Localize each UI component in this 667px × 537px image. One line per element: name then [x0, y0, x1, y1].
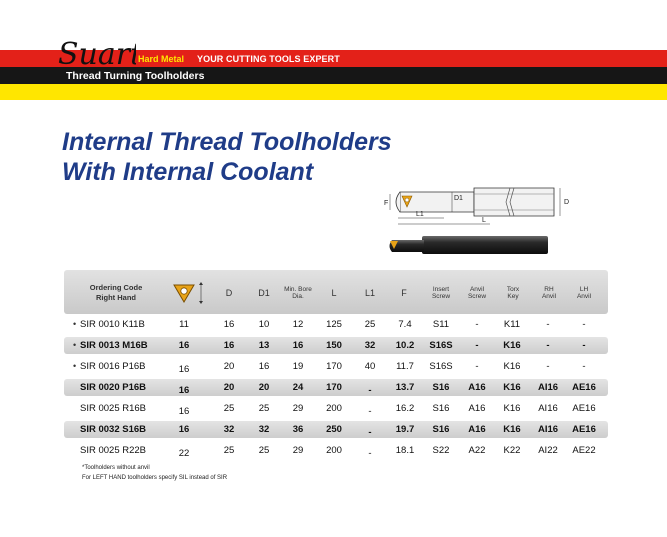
table-row	[64, 442, 608, 459]
no-anvil-marker: •	[73, 361, 77, 371]
cell-insert-size: 16	[178, 424, 190, 435]
cell-lh-anvil: AE16	[572, 403, 596, 414]
dim-label-d: D	[564, 199, 570, 206]
cell-anvil-screw: A16	[468, 424, 486, 435]
cell-d: 16	[223, 319, 235, 330]
cell-rh-anvil: AI16	[537, 424, 559, 435]
cell-l1: -	[368, 427, 372, 438]
cell-insert-screw: S16	[432, 424, 450, 435]
cell-rh-anvil: -	[546, 319, 550, 330]
cell-ordering-code: SIR 0020 P16B	[80, 382, 147, 393]
brand-tagline: YOUR CUTTING TOOLS EXPERT	[197, 54, 340, 64]
cell-d: 25	[223, 445, 235, 456]
col-header-min-bore-line2: Dia.	[292, 292, 304, 300]
col-header-lh-anvil-line2: Anvil	[576, 292, 592, 300]
cell-min-bore: 19	[292, 361, 304, 372]
table-row	[64, 379, 608, 396]
dim-label-d1: D1	[454, 195, 463, 202]
cell-min-bore: 24	[292, 382, 304, 393]
cell-l: 125	[326, 319, 342, 330]
cell-lh-anvil: AE16	[572, 424, 596, 435]
cell-anvil-screw: -	[475, 319, 479, 330]
col-header-lh-anvil	[569, 287, 599, 300]
cell-d1: 20	[258, 382, 270, 393]
cell-ordering-code: SIR 0016 P16B	[80, 361, 146, 372]
col-header-anvil-screw-line1: Anvil	[469, 286, 485, 293]
cell-torx-key: K16	[503, 424, 521, 435]
cell-torx-key: K16	[503, 382, 521, 393]
cell-ordering-code: SIR 0025 R16B	[80, 403, 147, 414]
cell-rh-anvil: -	[546, 340, 550, 351]
cell-insert-screw: S16	[432, 403, 450, 414]
cell-insert-size: 11	[179, 319, 189, 330]
col-header-rh-anvil-line1: RH	[544, 286, 554, 293]
cell-l1: -	[368, 448, 372, 459]
page-title-line2: With Internal Coolant	[62, 158, 314, 186]
cell-anvil-screw: A16	[468, 403, 486, 414]
col-header-insert-screw-line2: Screw	[431, 292, 451, 300]
cell-insert-screw: S11	[432, 319, 450, 330]
cell-d1: 25	[258, 445, 270, 456]
cell-ordering-code: SIR 0025 R22B	[80, 445, 147, 456]
cell-f: 16.2	[395, 403, 415, 414]
brand-logo	[56, 30, 136, 72]
table-row	[64, 337, 608, 354]
cell-f: 13.7	[395, 382, 415, 393]
dim-label-l1: L1	[416, 211, 424, 218]
cell-anvil-screw: A22	[468, 445, 486, 456]
cell-insert-size: 16	[178, 406, 190, 417]
col-header-insert-screw-line1: Insert	[432, 286, 450, 293]
cell-anvil-screw: A16	[468, 382, 486, 393]
cell-l: 170	[326, 382, 342, 393]
col-header-d: D	[225, 288, 233, 298]
toolholder-photo	[384, 232, 550, 260]
cell-l: 200	[326, 445, 342, 456]
insert-triangle-icon	[172, 282, 196, 304]
cell-l1: 40	[364, 361, 376, 372]
cell-l: 170	[326, 361, 342, 372]
col-header-anvil-screw-line2: Screw	[467, 292, 487, 300]
cell-rh-anvil: -	[546, 361, 550, 372]
cell-lh-anvil: AE22	[572, 445, 596, 456]
cell-l: 200	[326, 403, 342, 414]
cell-d1: 10	[258, 319, 270, 330]
cell-f: 11.7	[396, 361, 414, 372]
col-header-ordering-code	[84, 283, 148, 303]
cell-l: 250	[326, 424, 342, 435]
cell-l1: -	[368, 385, 372, 396]
cell-d1: 32	[258, 424, 270, 435]
col-header-rh-anvil	[534, 287, 564, 300]
page-title-line1: Internal Thread Toolholders	[62, 128, 392, 156]
toolholder-drawing	[378, 180, 588, 228]
col-header-f: F	[401, 288, 407, 298]
cell-d: 20	[223, 382, 235, 393]
cell-min-bore: 36	[292, 424, 304, 435]
cell-l1: 25	[364, 319, 376, 330]
cell-min-bore: 29	[292, 445, 304, 456]
cell-torx-key: K16	[503, 403, 521, 414]
col-header-insert-screw	[426, 287, 456, 300]
cell-d1: 16	[258, 361, 270, 372]
cell-insert-screw: S16	[432, 382, 450, 393]
col-header-d1: D1	[258, 288, 270, 298]
cell-rh-anvil: AI16	[537, 382, 559, 393]
cell-f: 19.7	[395, 424, 415, 435]
cell-insert-size: 22	[178, 448, 190, 459]
col-header-rh-anvil-line2: Anvil	[541, 292, 557, 300]
table-row	[64, 316, 608, 333]
dim-label-f: F	[384, 200, 389, 207]
cell-ordering-code: SIR 0013 M16B	[80, 340, 148, 351]
section-title: Thread Turning Toolholders	[66, 70, 205, 82]
cell-rh-anvil: AI16	[538, 403, 558, 414]
col-header-min-bore-line1: Min. Bore	[284, 286, 312, 293]
cell-d: 20	[223, 361, 235, 372]
cell-insert-size: 16	[178, 385, 190, 396]
header-yellow-band	[0, 84, 667, 100]
cell-anvil-screw: -	[475, 361, 479, 372]
cell-lh-anvil: -	[582, 361, 586, 372]
hard-metal-label: Hard Metal	[138, 54, 185, 64]
col-header-torx-key-line1: Torx	[506, 286, 520, 293]
cell-torx-key: K22	[503, 445, 521, 456]
cell-torx-key: K11	[503, 319, 521, 330]
brand-logo-text: Suart	[58, 37, 136, 72]
cell-d: 16	[223, 340, 235, 351]
cell-insert-screw: S16S	[429, 340, 453, 351]
cell-insert-screw: S22	[432, 445, 450, 456]
insert-size-arrow-icon	[198, 282, 204, 304]
col-header-anvil-screw	[462, 287, 492, 300]
cell-d: 32	[223, 424, 235, 435]
cell-torx-key: K16	[503, 361, 521, 372]
no-anvil-marker: •	[73, 340, 77, 350]
no-anvil-marker: •	[73, 319, 77, 329]
table-header	[64, 270, 608, 314]
footnote-no-anvil: *Toolholders without anvil	[82, 465, 150, 471]
col-header-torx-key-line2: Key	[507, 292, 519, 300]
cell-lh-anvil: -	[582, 340, 586, 351]
col-header-ordering-line2: Right Hand	[96, 293, 136, 302]
col-header-min-bore	[278, 287, 318, 300]
cell-ordering-code: SIR 0032 S16B	[80, 424, 147, 435]
col-header-lh-anvil-line1: LH	[579, 286, 589, 293]
table-row	[64, 358, 608, 375]
cell-min-bore: 16	[292, 340, 304, 351]
cell-min-bore: 12	[292, 319, 304, 330]
cell-insert-size: 16	[178, 364, 190, 375]
cell-lh-anvil: AE16	[572, 382, 596, 393]
cell-d1: 13	[258, 340, 270, 351]
col-header-torx-key	[498, 287, 528, 300]
cell-insert-screw: S16S	[429, 361, 453, 372]
cell-rh-anvil: AI22	[538, 445, 558, 456]
cell-d: 25	[223, 403, 235, 414]
cell-l1: 32	[364, 340, 376, 351]
cell-ordering-code: SIR 0010 K11B	[80, 319, 145, 330]
cell-anvil-screw: -	[475, 340, 479, 351]
cell-l: 150	[326, 340, 342, 351]
cell-lh-anvil: -	[582, 319, 586, 330]
dim-label-l: L	[482, 217, 486, 224]
cell-f: 10.2	[395, 340, 415, 351]
brand-logo-mark	[56, 30, 136, 72]
col-header-ordering-line1: Ordering Code	[89, 283, 143, 292]
col-header-l: L	[331, 288, 337, 298]
table-row	[64, 400, 608, 417]
cell-insert-size: 16	[178, 340, 190, 351]
footnote-left-hand: For LEFT HAND toolholders specify SIL instead of SIR	[82, 475, 228, 481]
col-header-l1: L1	[364, 288, 375, 298]
cell-min-bore: 29	[292, 403, 304, 414]
cell-d1: 25	[258, 403, 270, 414]
cell-l1: -	[368, 406, 372, 417]
cell-torx-key: K16	[503, 340, 521, 351]
table-row	[64, 421, 608, 438]
cell-f: 7.4	[398, 319, 412, 330]
cell-f: 18.1	[395, 445, 415, 456]
